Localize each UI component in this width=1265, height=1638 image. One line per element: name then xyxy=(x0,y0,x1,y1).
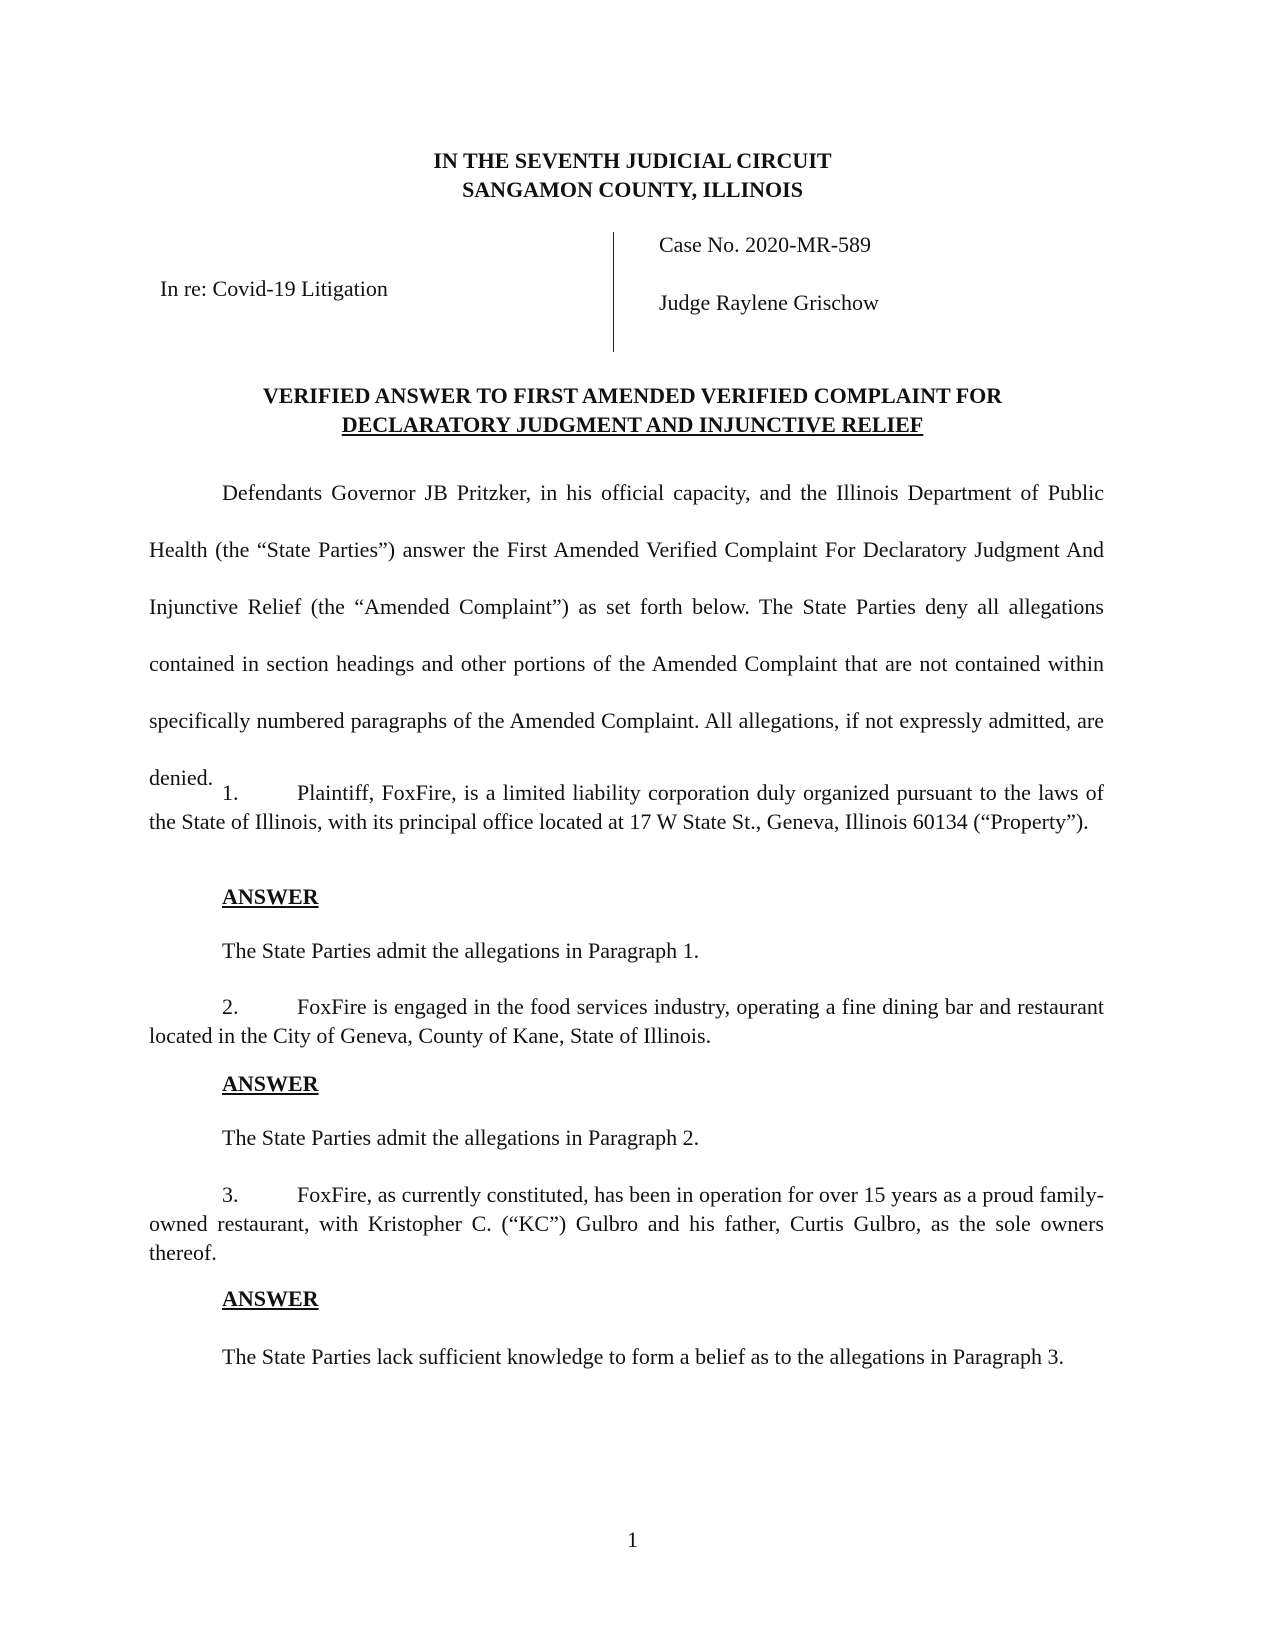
case-caption-in-re: In re: Covid-19 Litigation xyxy=(160,276,388,301)
paragraph-number: 3. xyxy=(222,1182,239,1207)
document-title-line1: VERIFIED ANSWER TO FIRST AMENDED VERIFIED COMPLAINT FOR xyxy=(262,383,1003,408)
court-heading xyxy=(0,146,1265,204)
answer-text: The State Parties admit the allegations in Paragraph 2. xyxy=(222,1125,700,1150)
allegation-paragraph xyxy=(149,778,1104,836)
allegation-paragraph xyxy=(149,1180,1104,1267)
page-number: 1 xyxy=(627,1527,638,1552)
paragraph-text: FoxFire is engaged in the food services industry, operating a fine dining bar and restaurant located in the City of Geneva, County of Kane, State of Illinois. xyxy=(149,994,1104,1048)
answer-text: The State Parties lack sufficient knowledge to form a belief as to the allegations in Paragraph 3. xyxy=(222,1344,1065,1369)
document-title-line2: DECLARATORY JUDGMENT AND INJUNCTIVE RELIEF xyxy=(341,412,924,437)
answer-heading: ANSWER xyxy=(222,1071,319,1096)
court-county: SANGAMON COUNTY, ILLINOIS xyxy=(462,177,803,202)
allegation-paragraph xyxy=(149,992,1104,1050)
answer-heading: ANSWER xyxy=(222,884,319,909)
document-title xyxy=(0,381,1265,439)
paragraph-text: Plaintiff, FoxFire, is a limited liability corporation duly organized pursuant to the laws of the State of Illinois, with its principal office located at 17 W State St., Geneva, Illinois 60134 (“Property”). xyxy=(149,780,1104,834)
court-name: IN THE SEVENTH JUDICIAL CIRCUIT xyxy=(433,148,832,173)
answer-heading: ANSWER xyxy=(222,1286,319,1311)
caption-divider xyxy=(613,232,614,352)
intro-paragraph: Defendants Governor JB Pritzker, in his official capacity, and the Illinois Department of Public Health (the “State Parties”) answer the First Amended Verified Complaint For Declaratory Judgment And Injunctive Relief (the “Amended Complaint”) as set forth below. The State Parties deny all allegations contained in section headings and other portions of the Amended Complaint that are not contained within specifically numbered paragraphs of the Amended Complaint. All allegations, if not expressly admitted, are denied. xyxy=(149,480,1104,790)
paragraph-text: FoxFire, as currently constituted, has been in operation for over 15 years as a proud family-owned restaurant, with Kristopher C. (“KC”) Gulbro and his father, Curtis Gulbro, as the sole owners thereof. xyxy=(149,1182,1104,1265)
paragraph-number: 2. xyxy=(222,994,239,1019)
answer-text: The State Parties admit the allegations in Paragraph 1. xyxy=(222,938,700,963)
paragraph-number: 1. xyxy=(222,780,239,805)
judge-name: Judge Raylene Grischow xyxy=(659,290,879,315)
case-number: Case No. 2020-MR-589 xyxy=(659,232,872,257)
